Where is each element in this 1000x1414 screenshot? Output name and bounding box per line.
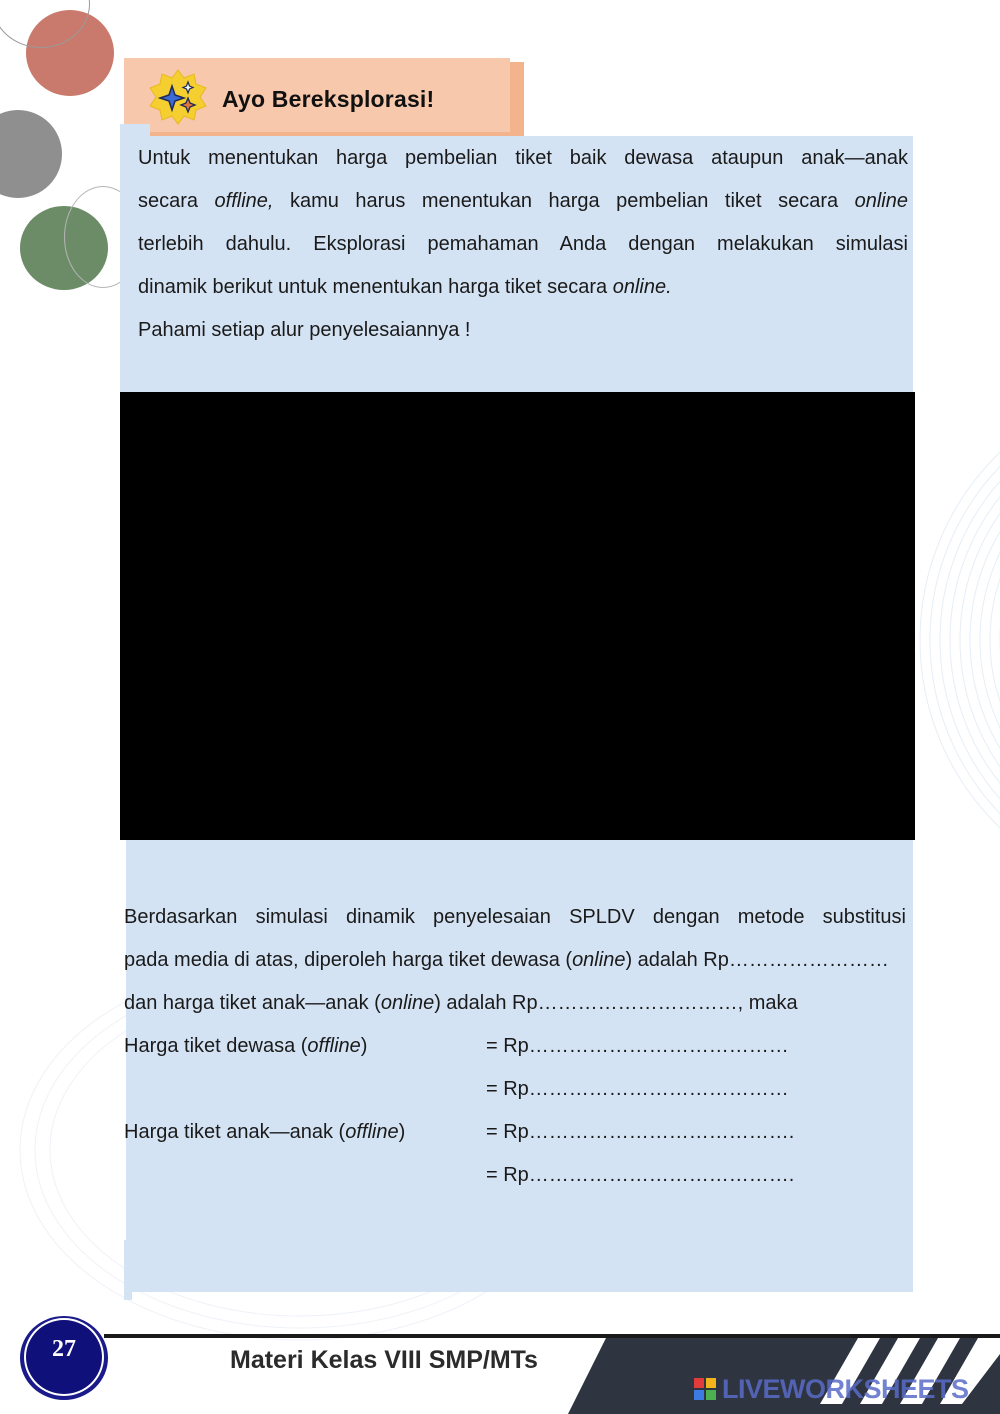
section-title: Ayo Bereksplorasi! <box>222 86 435 112</box>
adult-price-row-2 <box>124 1068 906 1111</box>
liveworksheets-logo-icon <box>694 1378 716 1400</box>
sparkle-stars-icon <box>146 68 210 130</box>
result-line: pada media di atas, diperoleh harga tiket dewasa (online) adalah Rp…………………… <box>124 949 889 971</box>
intro-line: Untuk menentukan harga pembelian tiket baik dewasa ataupun anak—anak <box>138 147 908 169</box>
child-price-row-2 <box>124 1154 906 1197</box>
result-line: Berdasarkan simulasi dinamik penyelesaian SPLDV dengan metode substitusi <box>124 906 906 928</box>
intro-line: dinamik berikut untuk menentukan harga tiket secara online. <box>138 276 672 298</box>
instruction-text: Pahami setiap alur penyelesaiannya ! <box>138 319 471 341</box>
result-line: dan harga tiket anak—anak (online) adalah Rp…………………………, maka <box>124 992 798 1014</box>
book-title: Materi Kelas VIII SMP/MTs <box>230 1346 538 1374</box>
child-price-row <box>124 1111 906 1154</box>
adult-price-blank[interactable]: = Rp………………………………… <box>486 1078 789 1100</box>
adult-price-row <box>124 1025 906 1068</box>
adult-price-blank[interactable]: = Rp………………………………… <box>486 1035 789 1057</box>
child-price-blank[interactable]: = Rp…………………………………. <box>486 1121 795 1143</box>
child-price-blank[interactable]: = Rp…………………………………. <box>486 1164 795 1186</box>
decorative-circle-grey <box>0 110 62 198</box>
adult-price-label: Harga tiket dewasa (offline) <box>124 1035 368 1057</box>
child-price-label: Harga tiket anak—anak (offline) <box>124 1121 406 1143</box>
simulation-media[interactable] <box>120 392 915 840</box>
panel-edge <box>124 1240 132 1300</box>
watermark: LIVEWORKSHEETS <box>722 1374 969 1404</box>
intro-line: terlebih dahulu. Eksplorasi pemahaman Anda dengan melakukan simulasi <box>138 233 908 255</box>
page-number: 27 <box>52 1336 76 1362</box>
footer-rule <box>104 1334 1000 1338</box>
intro-line: secara offline, kamu harus menentukan harga pembelian tiket secara online <box>138 190 908 212</box>
result-paragraph <box>124 896 906 1197</box>
intro-paragraph <box>138 137 908 352</box>
